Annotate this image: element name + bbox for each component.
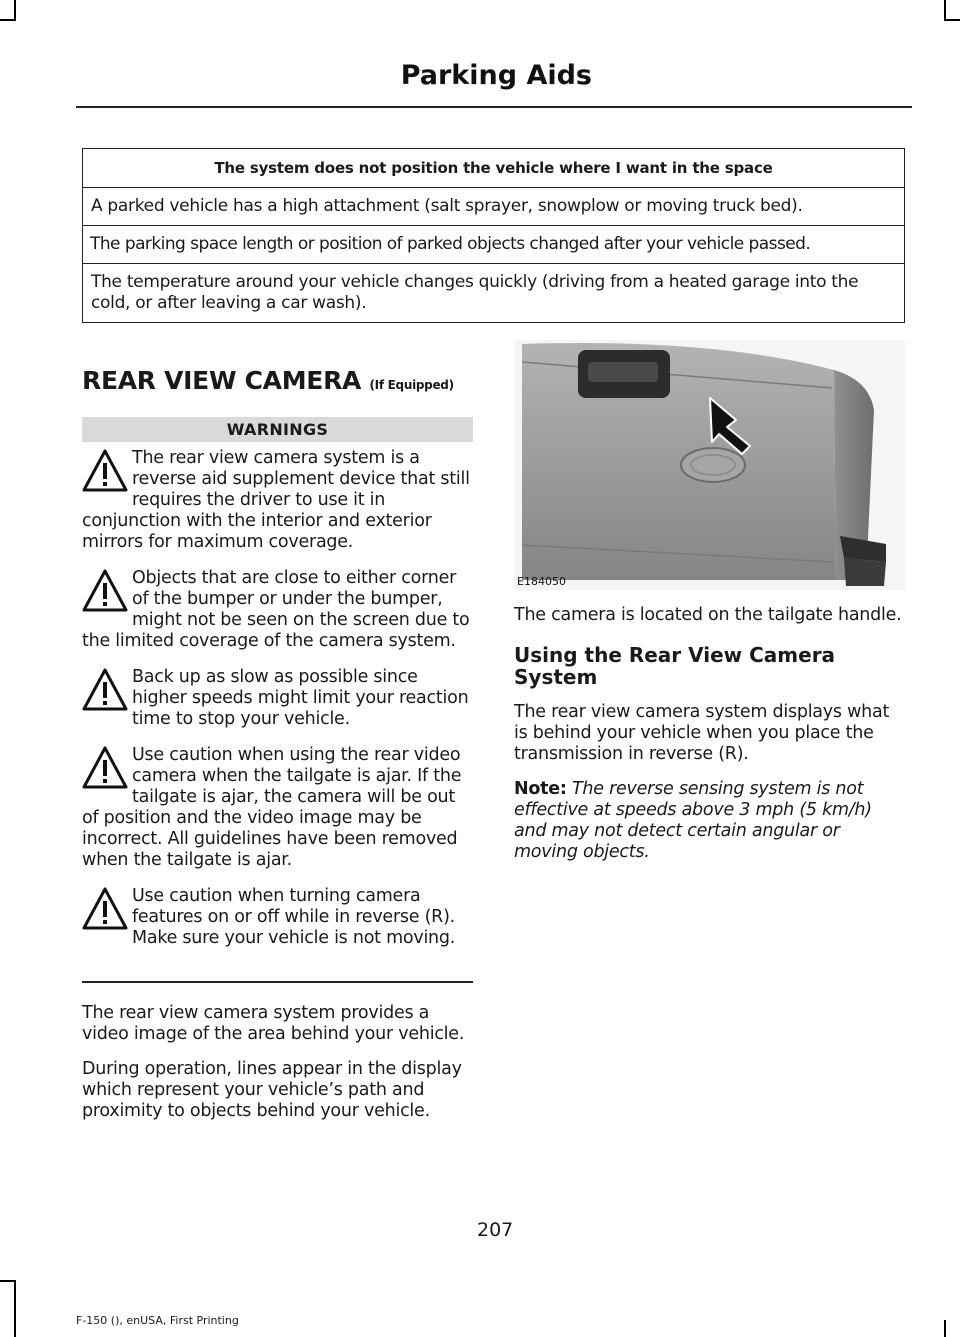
- warning-triangle-icon: [82, 886, 128, 932]
- troubleshooting-table: [82, 148, 905, 323]
- body-paragraph: During operation, lines appear in the display which represent your vehicle’s path and proximity to objects behind your vehicle.: [82, 1059, 462, 1121]
- table-heading: The system does not position the vehicle where I want in the space: [83, 149, 904, 188]
- header-divider: [76, 106, 912, 108]
- body-paragraph: The rear view camera system provides a video image of the area behind your vehicle.: [82, 1003, 465, 1044]
- body-paragraph: The rear view camera system displays what is behind your vehicle when you place the transmission in reverse (R).: [514, 702, 890, 764]
- warning-triangle-icon: [82, 448, 128, 494]
- table-row: The parking space length or position of parked objects changed after your vehicle passed.: [83, 226, 904, 264]
- warning-item: [82, 667, 473, 730]
- tailgate-handle-photo: [514, 340, 905, 590]
- crop-mark: [0, 1280, 16, 1282]
- warning-item: [82, 568, 473, 652]
- note-paragraph: [514, 779, 907, 863]
- warnings-end-divider: [82, 981, 473, 983]
- page-number: 207: [477, 1219, 514, 1241]
- warning-text: Objects that are close to either corner of the bumper or under the bumper, might not be seen on the screen due to the limited coverage of the camera system.: [82, 568, 470, 651]
- section-qualifier: (If Equipped): [369, 378, 454, 392]
- table-row: The temperature around your vehicle changes quickly (driving from a heated garage into the cold, or after leaving a car wash).: [91, 272, 859, 313]
- warning-text: Use caution when using the rear video camera when the tailgate is ajar. If the tailgate is ajar, the camera will be out of position and the video image may be incorrect. All guidelines have been removed when the tailgate is ajar.: [82, 745, 462, 870]
- warning-item: [82, 745, 473, 871]
- warning-triangle-icon: [82, 667, 128, 713]
- footer-text: F-150 (), enUSA, First Printing: [76, 1314, 239, 1327]
- warning-triangle-icon: [82, 745, 128, 791]
- crop-mark: [944, 0, 946, 20]
- table-row: A parked vehicle has a high attachment (salt sprayer, snowplow or moving truck bed).: [83, 188, 904, 226]
- warning-triangle-icon: [82, 568, 128, 614]
- figure-caption: The camera is located on the tailgate handle.: [514, 605, 902, 625]
- warnings-list: [82, 448, 473, 964]
- warnings-heading: WARNINGS: [82, 417, 473, 442]
- tailgate-illustration: [514, 340, 905, 590]
- right-body-text: [514, 605, 907, 877]
- crop-mark: [14, 0, 16, 20]
- subsection-heading: Using the Rear View Camera System: [514, 643, 836, 689]
- section-heading-text: REAR VIEW CAMERA: [82, 366, 362, 395]
- page-title: Parking Aids: [400, 60, 592, 91]
- warning-item: [82, 886, 473, 949]
- warning-text: Use caution when turning camera features on or off while in reverse (R). Make sure your vehicle is not moving.: [132, 886, 456, 948]
- warning-text: Back up as slow as possible since higher speeds might limit your reaction time to stop your vehicle.: [132, 667, 469, 729]
- warning-item: [82, 448, 473, 553]
- figure-code: E184050: [517, 575, 566, 588]
- crop-mark: [0, 19, 16, 21]
- crop-mark: [944, 19, 960, 21]
- crop-mark: [14, 1280, 16, 1337]
- note-label: Note:: [514, 779, 567, 799]
- left-body-text: [82, 1003, 473, 1136]
- note-text: The reverse sensing system is not effective at speeds above 3 mph (5 km/h) and may not detect certain angular or moving objects.: [514, 779, 872, 862]
- warning-text: The rear view camera system is a reverse aid supplement device that still requires the driver to use it in conjunction with the interior and exterior mirrors for maximum coverage.: [82, 448, 470, 552]
- crop-mark: [944, 1320, 946, 1337]
- section-heading: [82, 366, 454, 395]
